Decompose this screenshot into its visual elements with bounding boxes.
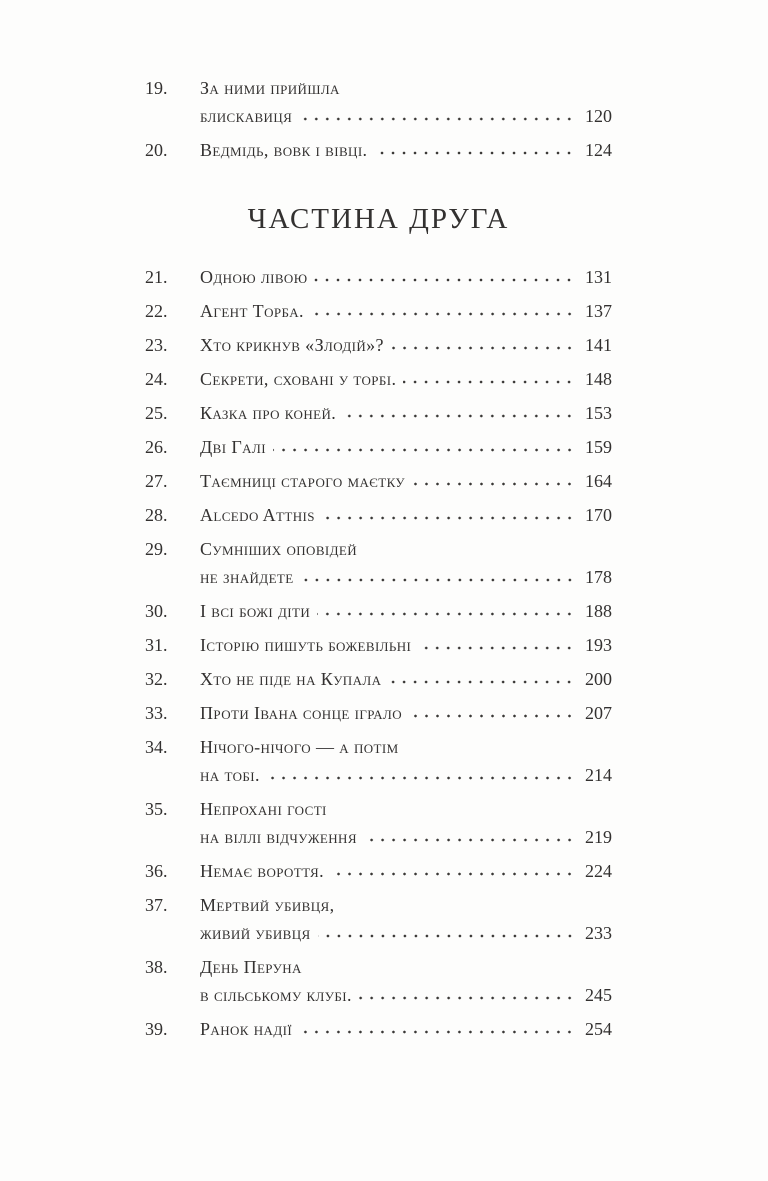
entry-line <box>200 365 612 393</box>
dot-leader <box>299 102 575 130</box>
entry-line <box>200 136 612 164</box>
entry-title: Історію пишуть божевільні <box>200 635 412 655</box>
entry-line <box>200 761 612 789</box>
entry-line <box>200 467 612 495</box>
entry-body <box>200 699 612 727</box>
toc-entry <box>145 467 612 495</box>
toc-entry <box>145 733 612 789</box>
dot-leader <box>299 1015 575 1043</box>
entry-number: 37. <box>145 895 168 915</box>
entry-number: 21. <box>145 267 168 287</box>
dot-leader <box>403 365 575 393</box>
entry-page-number: 254 <box>585 1019 612 1039</box>
entry-title: Ранок надії <box>200 1019 293 1039</box>
entry-number: 38. <box>145 957 168 977</box>
entry-number: 30. <box>145 601 168 621</box>
entry-page-number: 141 <box>585 335 612 355</box>
entry-title: Сумніших оповідей <box>200 539 358 559</box>
entry-title: Проти Івана сонце іграло <box>200 703 402 723</box>
dot-leader <box>331 857 575 885</box>
entry-line <box>200 535 612 563</box>
entry-title: За ними прийшла <box>200 78 340 98</box>
entry-page-number: 131 <box>585 267 612 287</box>
entry-title: Непрохані гості <box>200 799 327 819</box>
entry-number: 32. <box>145 669 168 689</box>
entry-page-number: 170 <box>585 505 612 525</box>
toc-entry <box>145 297 612 325</box>
entry-title: Немає вороття. <box>200 861 324 881</box>
entry-line <box>200 823 612 851</box>
entry-number: 33. <box>145 703 168 723</box>
dot-leader <box>311 297 575 325</box>
entry-page-number: 148 <box>585 369 612 389</box>
dot-leader <box>388 665 575 693</box>
entry-title: Нічого-нічого — а потім <box>200 737 399 757</box>
entry-page-number: 193 <box>585 635 612 655</box>
entry-page-number: 207 <box>585 703 612 723</box>
entry-page-number: 233 <box>585 923 612 943</box>
toc-entry <box>145 891 612 947</box>
entry-number: 23. <box>145 335 168 355</box>
entry-page-number: 214 <box>585 765 612 785</box>
entry-body <box>200 1015 612 1043</box>
toc-entry <box>145 795 612 851</box>
entry-body <box>200 795 612 851</box>
dot-leader <box>318 919 575 947</box>
entry-line <box>200 74 612 102</box>
entry-number: 19. <box>145 78 168 98</box>
entry-line <box>200 857 612 885</box>
entry-title: Одною лівою <box>200 267 308 287</box>
toc-entry <box>145 501 612 529</box>
dot-leader <box>412 467 575 495</box>
entry-page-number: 120 <box>585 106 612 126</box>
entry-title: Агент Торба. <box>200 301 304 321</box>
toc-entry <box>145 535 612 591</box>
entry-title: не знайдете <box>200 567 294 587</box>
entry-title: Ведмідь, вовк і вівці. <box>200 140 368 160</box>
dot-leader <box>343 399 575 427</box>
entry-line <box>200 501 612 529</box>
toc-entries-part-one <box>145 74 612 164</box>
toc-entry <box>145 136 612 164</box>
toc-entry <box>145 699 612 727</box>
entry-title: Казка про коней. <box>200 403 337 423</box>
entry-number: 35. <box>145 799 168 819</box>
entry-line <box>200 733 612 761</box>
entry-page-number: 200 <box>585 669 612 689</box>
entry-body <box>200 297 612 325</box>
dot-leader <box>409 699 575 727</box>
entry-title: І всі божі діти <box>200 601 311 621</box>
toc-entry <box>145 365 612 393</box>
toc-entry <box>145 597 612 625</box>
entry-title: на тобі. <box>200 765 260 785</box>
entry-number: 31. <box>145 635 168 655</box>
entry-body <box>200 733 612 789</box>
entry-title: в сільському клубі. <box>200 985 352 1005</box>
toc-entry <box>145 1015 612 1043</box>
entry-line <box>200 102 612 130</box>
toc-entry <box>145 399 612 427</box>
entry-page-number: 153 <box>585 403 612 423</box>
entry-body <box>200 399 612 427</box>
entry-title: Таємниці старого маєтку <box>200 471 406 491</box>
entry-page-number: 188 <box>585 601 612 621</box>
dot-leader <box>364 823 575 851</box>
entry-body <box>200 535 612 591</box>
entry-number: 26. <box>145 437 168 457</box>
entry-title: Мертвий убивця, <box>200 895 335 915</box>
entry-number: 34. <box>145 737 168 757</box>
entry-line <box>200 399 612 427</box>
entry-body <box>200 365 612 393</box>
dot-leader <box>322 501 575 529</box>
dot-leader <box>267 761 575 789</box>
entry-line <box>200 953 612 981</box>
entry-title: Секрети, сховані у торбі. <box>200 369 397 389</box>
dot-leader <box>301 563 575 591</box>
entry-body <box>200 501 612 529</box>
entry-body <box>200 331 612 359</box>
toc-entry <box>145 331 612 359</box>
toc-entry <box>145 857 612 885</box>
dot-leader <box>317 597 575 625</box>
entry-page-number: 219 <box>585 827 612 847</box>
entry-body <box>200 433 612 461</box>
dot-leader <box>374 136 575 164</box>
entry-line <box>200 631 612 659</box>
entry-number: 24. <box>145 369 168 389</box>
toc-entry <box>145 953 612 1009</box>
dot-leader <box>273 433 575 461</box>
entry-page-number: 137 <box>585 301 612 321</box>
entry-line <box>200 297 612 325</box>
entry-page-number: 224 <box>585 861 612 881</box>
entry-line <box>200 981 612 1009</box>
entry-title: Хто не піде на Купала <box>200 669 382 689</box>
entry-line <box>200 1015 612 1043</box>
entry-body <box>200 74 612 130</box>
entry-line <box>200 263 612 291</box>
entry-page-number: 164 <box>585 471 612 491</box>
dot-leader <box>359 981 575 1009</box>
entry-page-number: 178 <box>585 567 612 587</box>
entry-number: 36. <box>145 861 168 881</box>
entry-title: Хто крикнув «Злодій»? <box>200 335 384 355</box>
entry-title: День Перуна <box>200 957 302 977</box>
dot-leader <box>418 631 575 659</box>
entry-line <box>200 563 612 591</box>
entry-line <box>200 597 612 625</box>
entry-body <box>200 467 612 495</box>
section-heading: ЧАСТИНА ДРУГА <box>247 203 510 235</box>
entry-number: 25. <box>145 403 168 423</box>
dot-leader <box>314 263 575 291</box>
toc-entry <box>145 665 612 693</box>
entry-line <box>200 433 612 461</box>
entry-number: 29. <box>145 539 168 559</box>
toc-entry <box>145 433 612 461</box>
entry-body <box>200 857 612 885</box>
toc-entry <box>145 74 612 130</box>
toc-entries-part-two <box>145 263 612 1043</box>
entry-title: Alcedo Atthis <box>200 505 315 525</box>
entry-line <box>200 665 612 693</box>
entry-line <box>200 891 612 919</box>
entry-title: блискавиця <box>200 106 293 126</box>
toc-entry <box>145 263 612 291</box>
entry-body <box>200 263 612 291</box>
toc-entry <box>145 631 612 659</box>
entry-number: 20. <box>145 140 168 160</box>
entry-number: 22. <box>145 301 168 321</box>
entry-number: 39. <box>145 1019 168 1039</box>
entry-line <box>200 919 612 947</box>
entry-number: 27. <box>145 471 168 491</box>
entry-title: на віллі відчуження <box>200 827 357 847</box>
entry-body <box>200 597 612 625</box>
entry-page-number: 159 <box>585 437 612 457</box>
entry-title: Дві Галі <box>200 437 266 457</box>
entry-body <box>200 665 612 693</box>
entry-number: 28. <box>145 505 168 525</box>
dot-leader <box>391 331 575 359</box>
entry-body <box>200 136 612 164</box>
entry-body <box>200 891 612 947</box>
entry-line <box>200 795 612 823</box>
entry-line <box>200 331 612 359</box>
entry-page-number: 245 <box>585 985 612 1005</box>
entry-body <box>200 631 612 659</box>
entry-line <box>200 699 612 727</box>
entry-title: живий убивця <box>200 923 311 943</box>
entry-body <box>200 953 612 1009</box>
entry-page-number: 124 <box>585 140 612 160</box>
